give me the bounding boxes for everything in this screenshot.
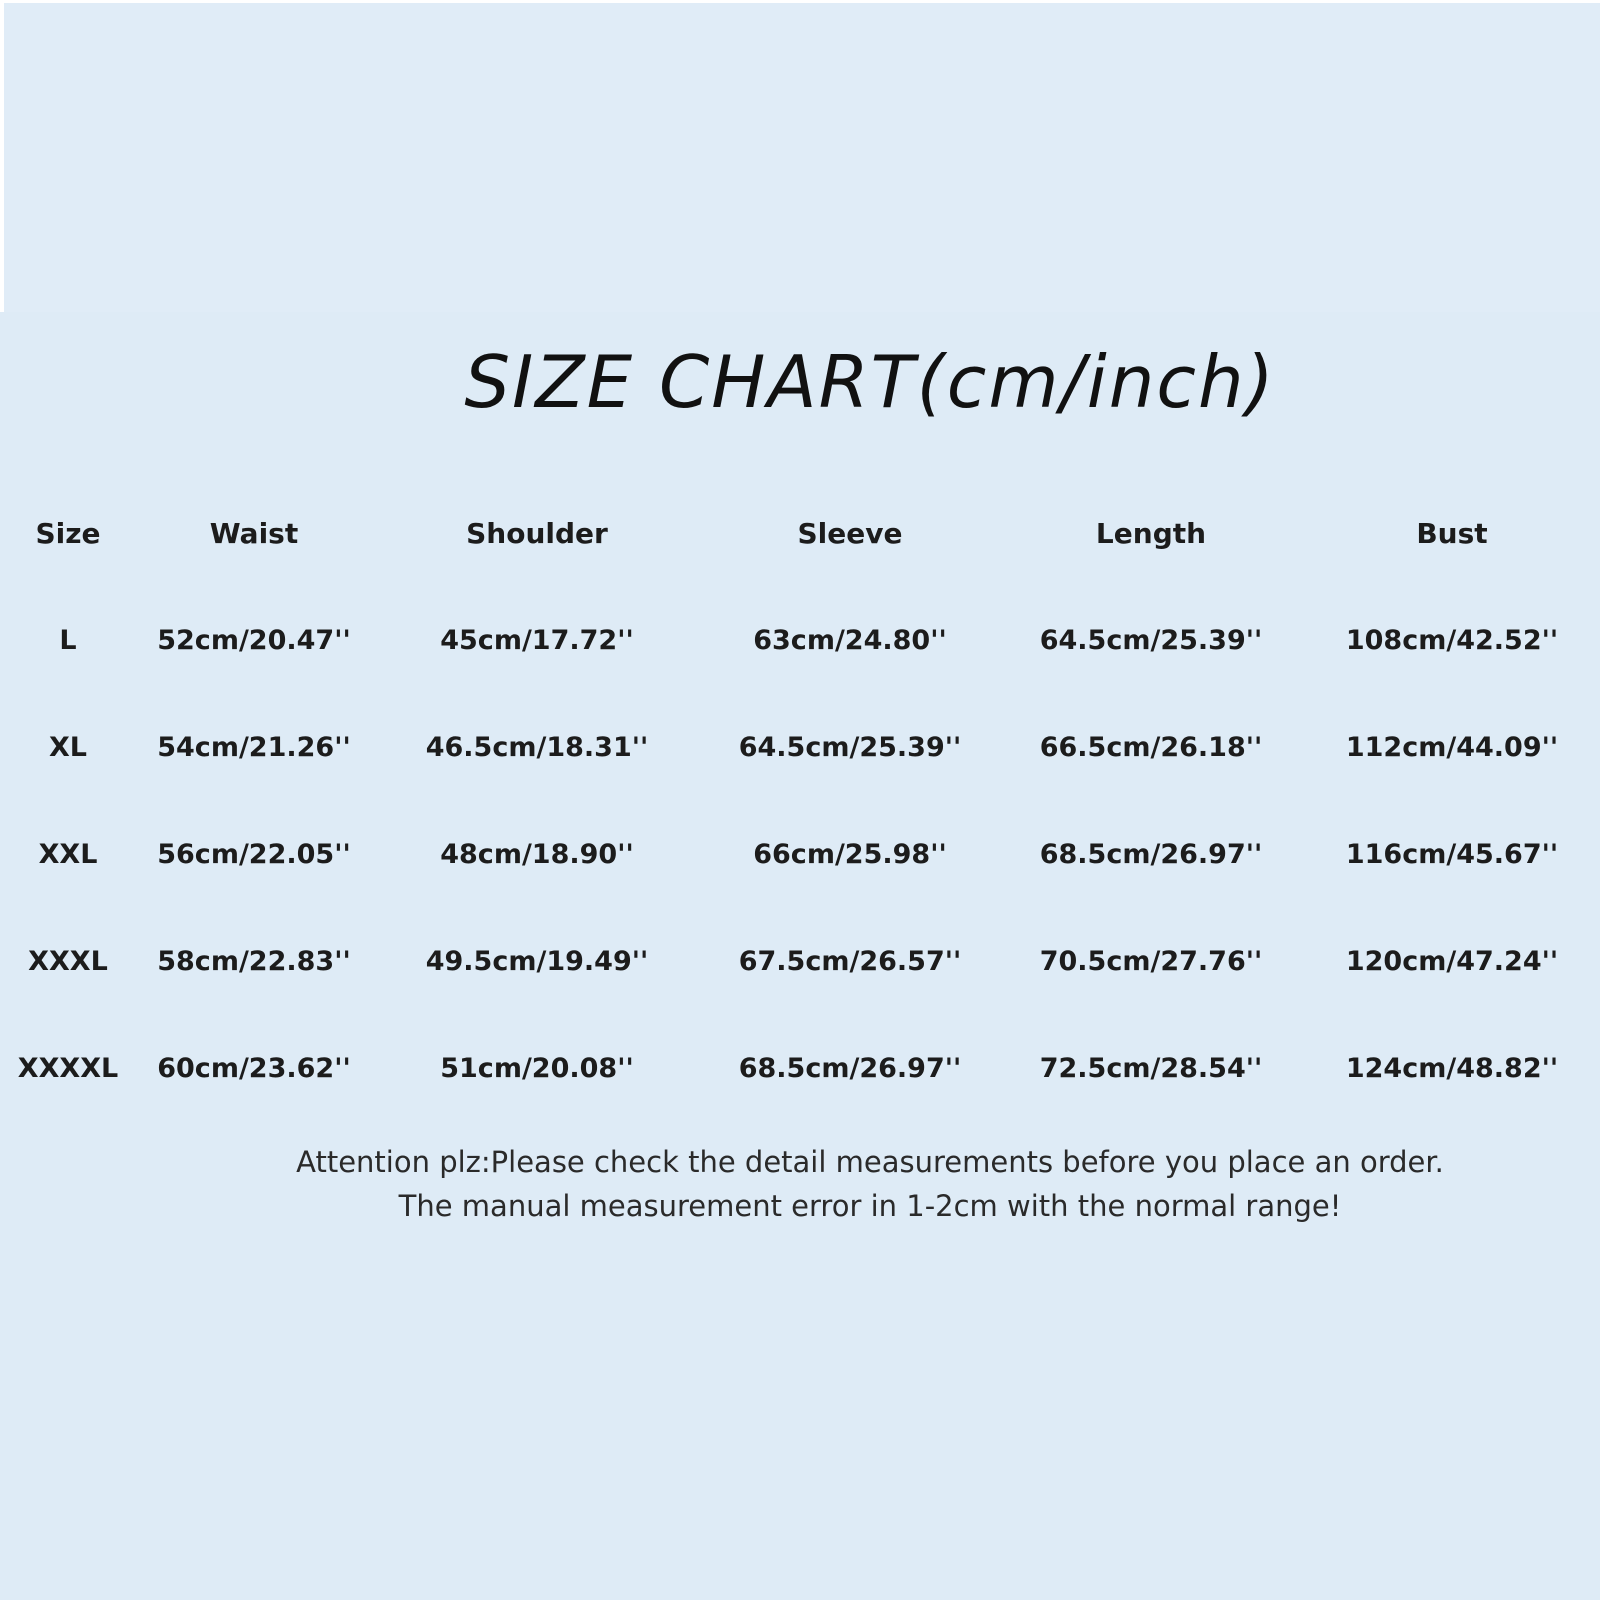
header-size: Size [35, 517, 101, 550]
cell-size: XXXL [28, 946, 108, 977]
attention-note-line-1: Attention plz:Please check the detail measurements before you place an order. [296, 1145, 1444, 1179]
header-waist: Waist [209, 517, 299, 550]
table-row [0, 908, 1600, 1015]
table-row [0, 587, 1600, 694]
cell-bust: 124cm/48.82'' [1345, 1053, 1559, 1084]
table-header-row [0, 480, 1600, 587]
background-top-band [0, 0, 1600, 312]
cell-waist: 56cm/22.05'' [157, 839, 351, 870]
cell-waist: 52cm/20.47'' [157, 625, 351, 656]
cell-shoulder: 51cm/20.08'' [440, 1053, 634, 1084]
cell-sleeve: 64.5cm/25.39'' [738, 732, 962, 763]
cell-size: XL [48, 732, 88, 763]
cell-sleeve: 68.5cm/26.97'' [738, 1053, 962, 1084]
cell-bust: 112cm/44.09'' [1345, 732, 1559, 763]
cell-waist: 54cm/21.26'' [157, 732, 351, 763]
header-bust: Bust [1416, 517, 1488, 550]
left-border [0, 0, 4, 312]
cell-size: XXXXL [17, 1053, 119, 1084]
cell-bust: 108cm/42.52'' [1345, 625, 1559, 656]
cell-bust: 120cm/47.24'' [1345, 946, 1559, 977]
cell-size: L [59, 625, 77, 656]
cell-length: 64.5cm/25.39'' [1039, 625, 1263, 656]
cell-shoulder: 49.5cm/19.49'' [425, 946, 649, 977]
cell-sleeve: 66cm/25.98'' [753, 839, 947, 870]
header-shoulder: Shoulder [466, 517, 608, 550]
attention-notes [0, 1140, 1600, 1228]
table-row [0, 694, 1600, 801]
size-chart-table [0, 480, 1600, 1122]
cell-sleeve: 63cm/24.80'' [753, 625, 947, 656]
cell-length: 72.5cm/28.54'' [1039, 1053, 1263, 1084]
cell-shoulder: 46.5cm/18.31'' [425, 732, 649, 763]
cell-waist: 58cm/22.83'' [157, 946, 351, 977]
cell-length: 68.5cm/26.97'' [1039, 839, 1263, 870]
cell-length: 70.5cm/27.76'' [1039, 946, 1263, 977]
cell-waist: 60cm/23.62'' [157, 1053, 351, 1084]
cell-size: XXL [38, 839, 98, 870]
top-border [0, 0, 1600, 3]
table-row [0, 1015, 1600, 1122]
cell-shoulder: 48cm/18.90'' [440, 839, 634, 870]
table-row [0, 801, 1600, 908]
cell-length: 66.5cm/26.18'' [1039, 732, 1263, 763]
header-sleeve: Sleeve [797, 517, 903, 550]
cell-bust: 116cm/45.67'' [1345, 839, 1559, 870]
cell-shoulder: 45cm/17.72'' [440, 625, 634, 656]
attention-note-line-2: The manual measurement error in 1-2cm with the normal range! [398, 1189, 1342, 1223]
header-length: Length [1095, 517, 1207, 550]
cell-sleeve: 67.5cm/26.57'' [738, 946, 962, 977]
page-title: SIZE CHART(cm/inch) [464, 340, 1276, 424]
